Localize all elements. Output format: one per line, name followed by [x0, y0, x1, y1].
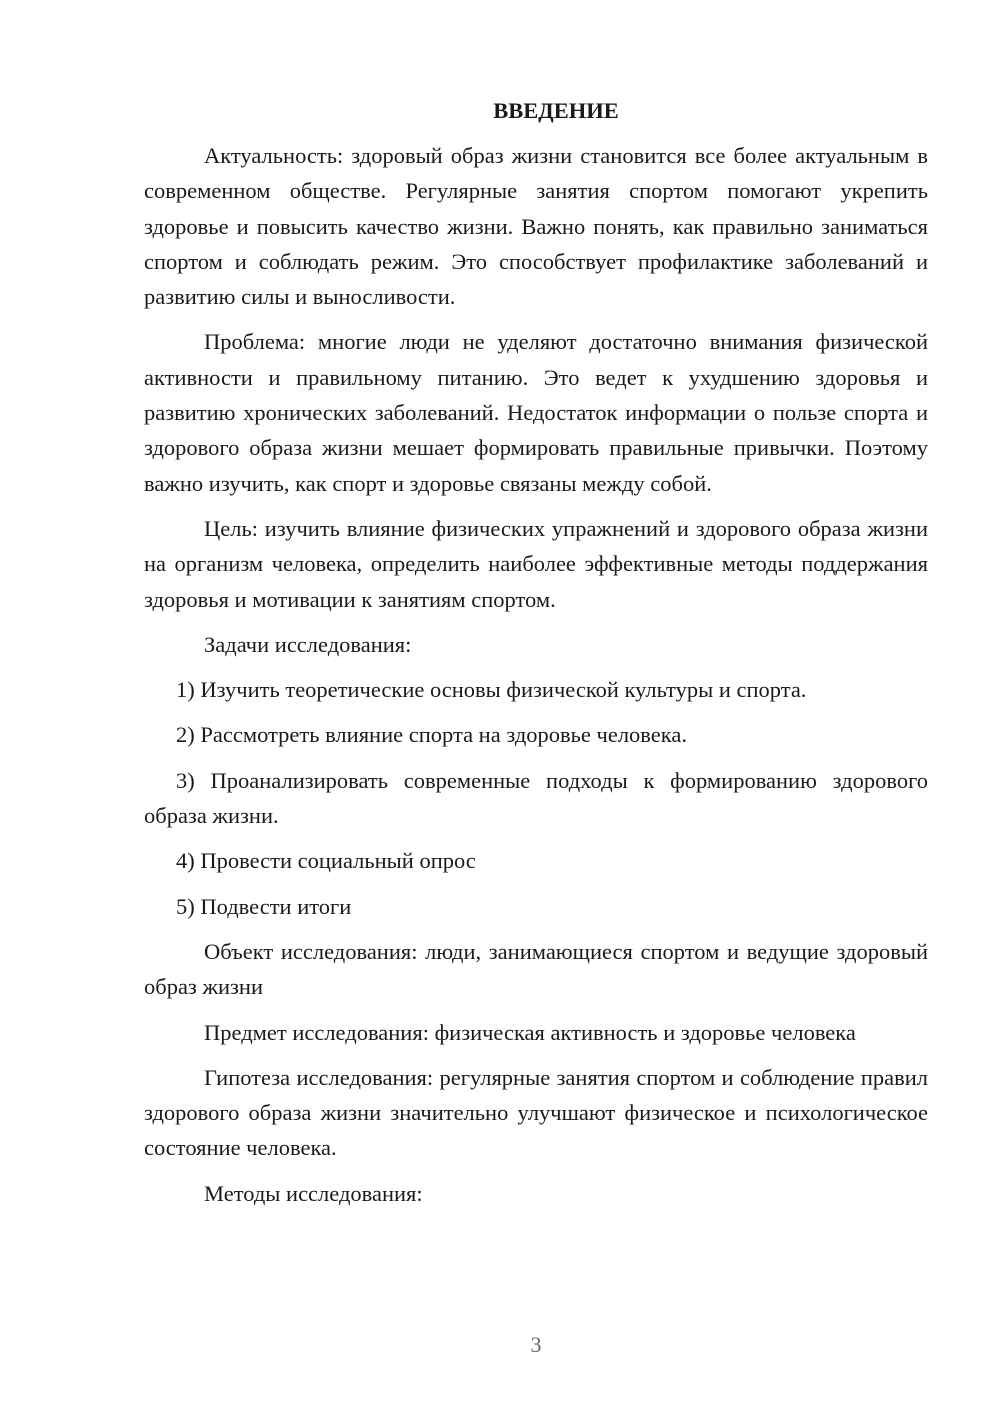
tasks-heading: Задачи исследования: — [204, 631, 412, 657]
goal-paragraph: Цель: изучить влияние физических упражнений и здорового образа жизни на организм человека, определить наиболее эффективные методы поддержания здоровья и мотивации к занятиям спортом. — [144, 515, 928, 612]
relevance-paragraph: Актуальность: здоровый образ жизни становится все более актуальным в современном обществе. Регулярные занятия спортом помогают укрепить здоровье и повысить качество жизни. Важно понять, как правильно заниматься спортом и соблюдать режим. Это способствует профилактике заболеваний и развитию силы и выносливости. — [144, 143, 928, 310]
task-item: 1) Изучить теоретические основы физической культуры и спорта. — [176, 677, 807, 703]
page-number: 3 — [530, 1332, 542, 1357]
task-item: 4) Провести социальный опрос — [176, 848, 476, 874]
problem-paragraph: Проблема: многие люди не уделяют достаточно внимания физической активности и правильному питанию. Это ведет к ухудшению здоровья и развитию хронических заболеваний. Недостаток информации о пользе спорта и здорового образа жизни мешает формировать правильные привычки. Поэтому важно изучить, как спорт и здоровье связаны между собой. — [144, 329, 928, 496]
task-item: 2) Рассмотреть влияние спорта на здоровье человека. — [176, 722, 687, 748]
methods-heading: Методы исследования: — [204, 1180, 423, 1206]
subject-paragraph: Предмет исследования: физическая активность и здоровье человека — [204, 1019, 856, 1045]
task-item: 3) Проанализировать современные подходы к формированию здорового образа жизни. — [144, 767, 928, 829]
object-paragraph: Объект исследования: люди, занимающиеся спортом и ведущие здоровый образ жизни — [144, 938, 928, 1000]
page-title: ВВЕДЕНИЕ — [493, 98, 619, 123]
hypothesis-paragraph: Гипотеза исследования: регулярные занятия спортом и соблюдение правил здорового образа жизни значительно улучшают физическое и психологическое состояние человека. — [144, 1064, 928, 1161]
document-body — [144, 93, 928, 1221]
task-item: 5) Подвести итоги — [176, 893, 352, 919]
